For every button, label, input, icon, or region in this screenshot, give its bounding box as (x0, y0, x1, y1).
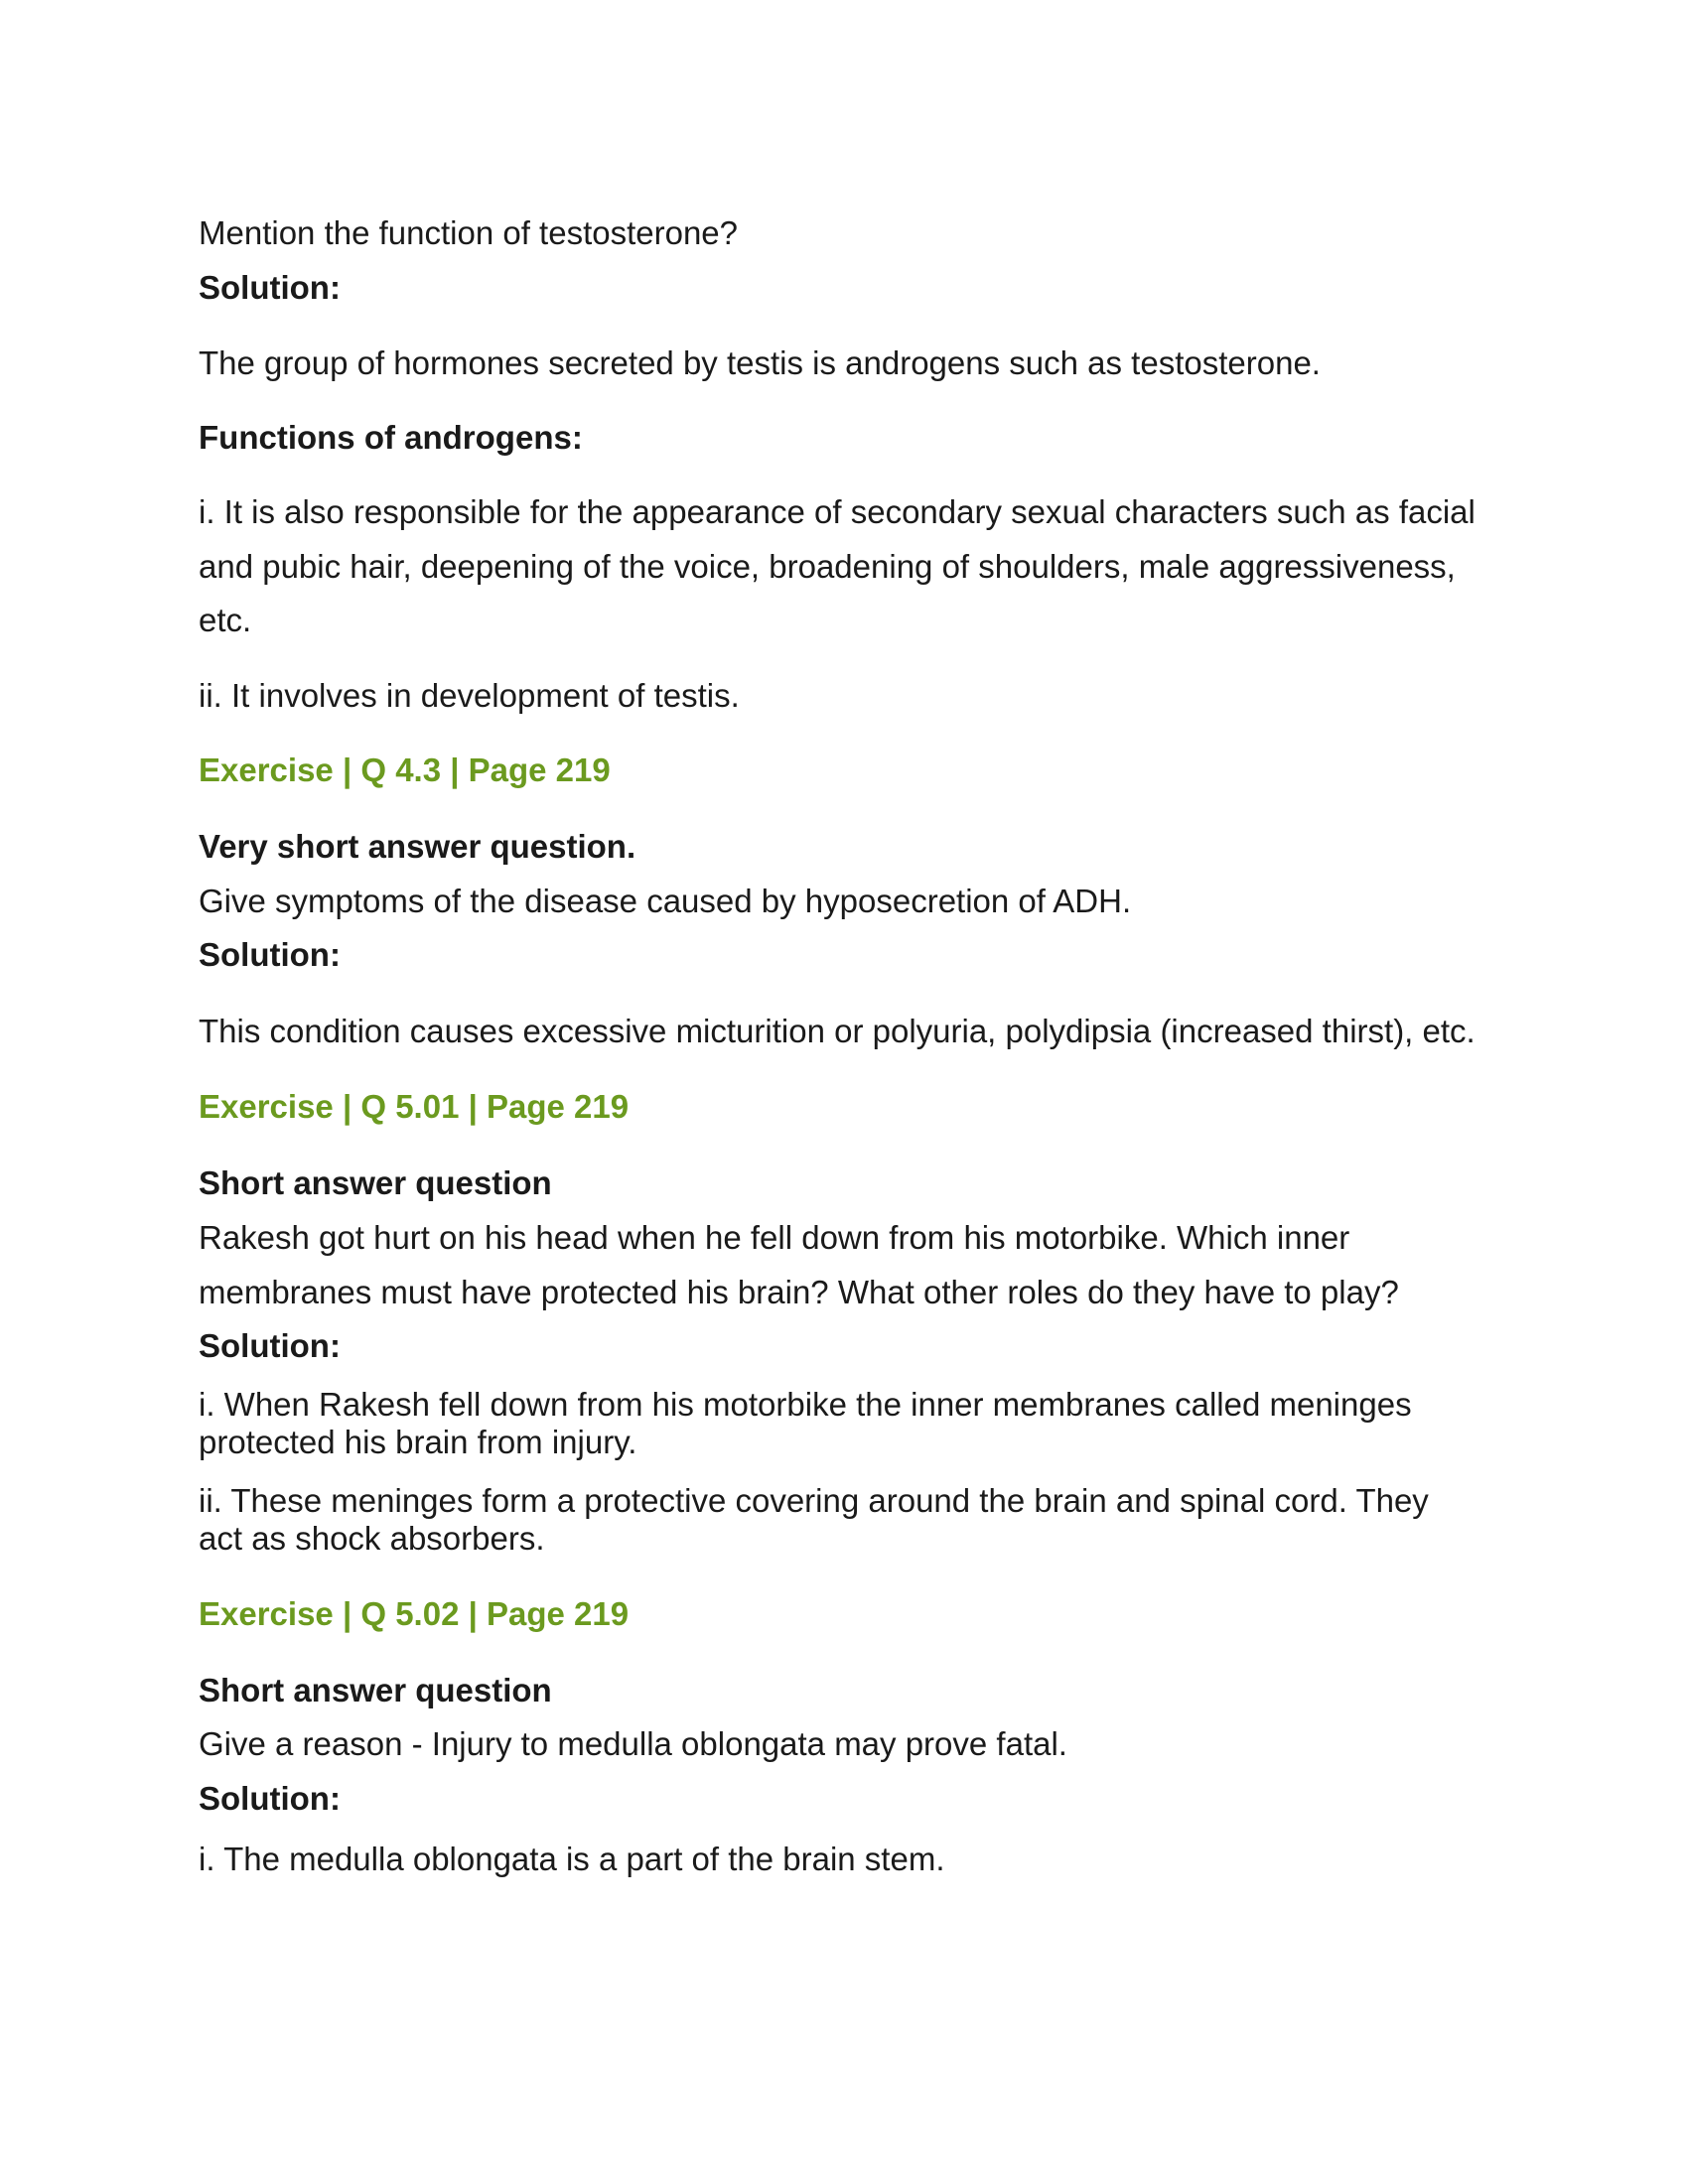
question-type: Short answer question (199, 1164, 552, 1201)
question-text: membranes must have protected his brain? What other roles do they have to play? (199, 1274, 1399, 1310)
subheading: Functions of androgens: (199, 419, 583, 456)
answer-point: i. It is also responsible for the appearance of secondary sexual characters such as facial (199, 493, 1476, 530)
document-page (199, 0, 1509, 2184)
answer-point: etc. (199, 602, 252, 638)
answer-text: This condition causes excessive micturition or polyuria, polydipsia (increased thirst), etc. (199, 1013, 1476, 1049)
solution-label: Solution: (199, 1780, 341, 1817)
question-type: Very short answer question. (199, 828, 636, 865)
question-text: Give symptoms of the disease caused by hyposecretion of ADH. (199, 883, 1132, 919)
answer-point: and pubic hair, deepening of the voice, broadening of shoulders, male aggressiveness, (199, 548, 1456, 585)
exercise-heading: Exercise | Q 5.02 | Page 219 (199, 1595, 630, 1632)
question-text: Rakesh got hurt on his head when he fell down from his motorbike. Which inner (199, 1219, 1350, 1256)
solution-label: Solution: (199, 936, 341, 973)
answer-text: protected his brain from injury. (199, 1424, 637, 1460)
question-text: Give a reason - Injury to medulla oblongata may prove fatal. (199, 1725, 1067, 1762)
question-type: Short answer question (199, 1672, 552, 1708)
question-text: Mention the function of testosterone? (199, 214, 739, 251)
answer-text: i. When Rakesh fell down from his motorbike the inner membranes called meninges (199, 1386, 1412, 1423)
solution-label: Solution: (199, 1327, 341, 1364)
exercise-heading: Exercise | Q 5.01 | Page 219 (199, 1088, 630, 1125)
exercise-heading: Exercise | Q 4.3 | Page 219 (199, 751, 611, 788)
answer-text: ii. These meninges form a protective covering around the brain and spinal cord. They (199, 1482, 1429, 1519)
answer-text: i. The medulla oblongata is a part of the brain stem. (199, 1841, 945, 1877)
answer-text: The group of hormones secreted by testis is androgens such as testosterone. (199, 344, 1321, 381)
answer-point: ii. It involves in development of testis. (199, 677, 740, 714)
answer-text: act as shock absorbers. (199, 1520, 545, 1557)
solution-label: Solution: (199, 269, 341, 306)
